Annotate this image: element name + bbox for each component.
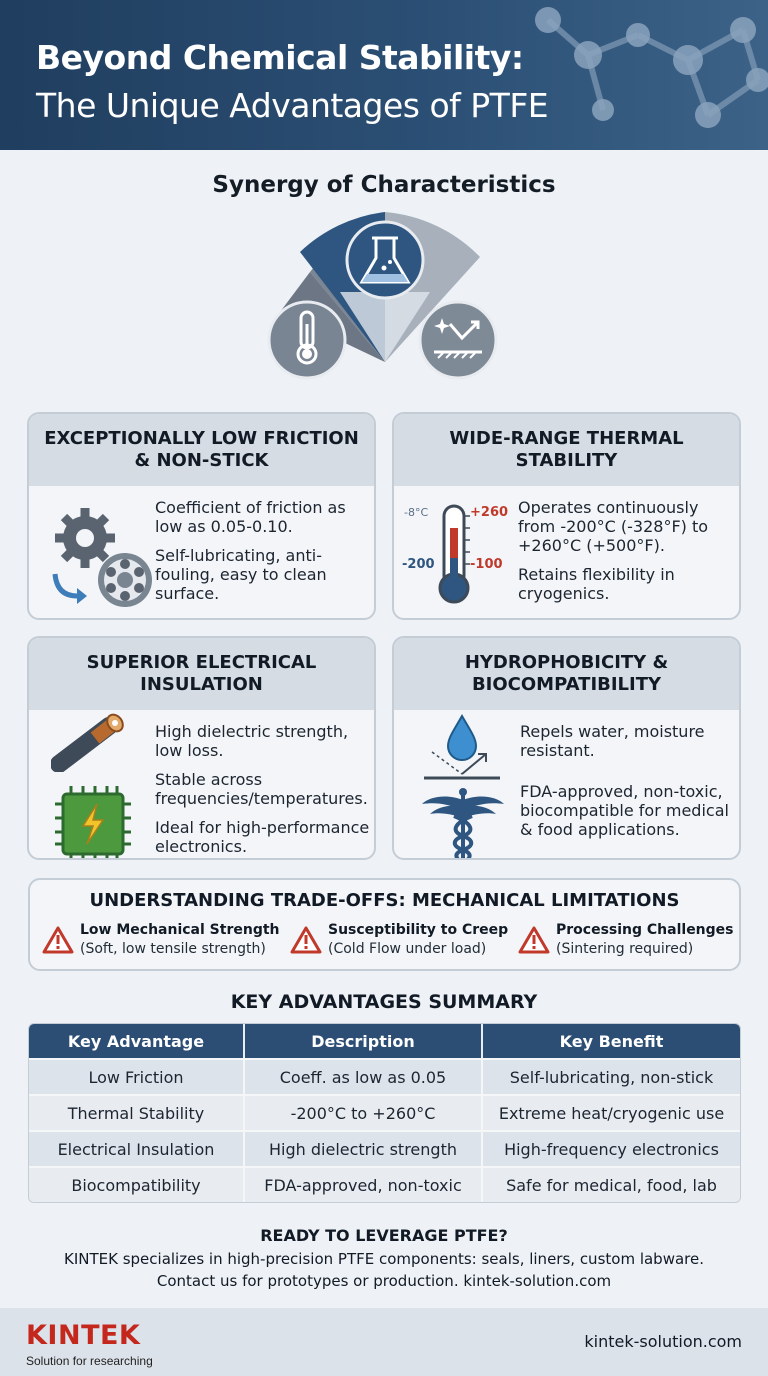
footer [0, 1308, 768, 1376]
table-header-row [29, 1024, 740, 1058]
tradeoff-label: Susceptibility to Creep [328, 922, 509, 938]
cta-text-line2[interactable]: Contact us for prototypes or production. kintek-solution.com [156, 1272, 612, 1290]
column-header: Key Benefit [483, 1024, 740, 1058]
table-cell: -200°C to +260°C [245, 1094, 483, 1130]
table-cell: Electrical Insulation [29, 1130, 245, 1166]
gauge-label: -200 [402, 557, 435, 572]
table-row [29, 1058, 740, 1094]
tradeoffs-panel [28, 878, 741, 971]
table-cell: Safe for medical, food, lab [483, 1166, 740, 1202]
table-row [29, 1166, 740, 1202]
point-text: Ideal for high-performance electronics. [155, 818, 370, 856]
table-cell: Self-lubricating, non-stick [483, 1058, 740, 1094]
tradeoff-label: Processing Challenges [556, 922, 734, 938]
tradeoff-label: Low Mechanical Strength [80, 922, 280, 938]
cta-title: READY TO LEVERAGE PTFE? [260, 1226, 508, 1245]
table-cell: Extreme heat/cryogenic use [483, 1094, 740, 1130]
website-link[interactable]: kintek-solution.com [584, 1332, 742, 1351]
point-text: High dielectric strength, low loss. [155, 722, 349, 760]
kintek-logo[interactable]: KINTEK [26, 1320, 141, 1351]
water-drop-repel-icon [418, 712, 508, 782]
card-points [518, 498, 736, 613]
tradeoff-detail: (Sintering required) [556, 941, 694, 957]
column-header: Key Advantage [29, 1024, 245, 1058]
cta-text-line1: KINTEK specializes in high-precision PTFE components: seals, liners, custom labware. [63, 1250, 704, 1268]
point-text: Retains flexibility in cryogenics. [518, 565, 675, 603]
tradeoffs-title: UNDERSTANDING TRADE-OFFS: MECHANICAL LIMITATIONS [89, 890, 680, 911]
gauge-label: -8°C [404, 506, 429, 519]
table-row [29, 1130, 740, 1166]
summary-title: KEY ADVANTAGES SUMMARY [230, 991, 538, 1013]
table-row [29, 1094, 740, 1130]
table-cell: High-frequency electronics [483, 1130, 740, 1166]
thermometer-gauge-icon [400, 496, 518, 611]
cable-icon [51, 712, 131, 772]
page-title-line1: Beyond Chemical Stability: [36, 38, 524, 77]
page-title-line2: The Unique Advantages of PTFE [36, 86, 549, 125]
header-banner [0, 0, 768, 150]
synergy-title: Synergy of Characteristics [212, 172, 556, 198]
card-hydrophobicity [392, 636, 741, 860]
point-text: Coefficient of friction as low as 0.05-0.10. [155, 498, 346, 536]
card-thermal-stability [392, 412, 741, 620]
card-title: EXCEPTIONALLY LOW FRICTION & NON-STICK [29, 414, 374, 486]
point-text: Operates continuously from -200°C (-328°F) to +260°C (+500°F). [518, 498, 709, 555]
table-cell: Biocompatibility [29, 1166, 245, 1202]
tradeoff-detail: (Cold Flow under load) [328, 941, 487, 957]
thermometer-icon [269, 302, 345, 378]
card-electrical-insulation [27, 636, 376, 860]
logo-tagline: Solution for researching [26, 1354, 153, 1368]
table-cell: High dielectric strength [245, 1130, 483, 1166]
card-title: SUPERIOR ELECTRICAL INSULATION [29, 638, 374, 710]
warning-icon [290, 926, 322, 954]
tradeoff-detail: (Soft, low tensile strength) [80, 941, 266, 957]
point-text: FDA-approved, non-toxic, biocompatible for medical & food applications. [520, 782, 729, 839]
table-cell: Low Friction [29, 1058, 245, 1094]
table-cell: FDA-approved, non-toxic [245, 1166, 483, 1202]
summary-table [28, 1023, 741, 1203]
caduceus-icon [418, 786, 508, 860]
warning-icon [42, 926, 74, 954]
table-cell: Thermal Stability [29, 1094, 245, 1130]
card-low-friction [27, 412, 376, 620]
circuit-chip-icon [51, 782, 135, 860]
gauge-label: -100 [470, 557, 503, 572]
point-text: Stable across frequencies/temperatures. [155, 770, 368, 808]
gears-bearing-icon [47, 504, 162, 614]
card-points [155, 722, 373, 860]
warning-icon [518, 926, 550, 954]
flask-icon [347, 222, 423, 298]
synergy-diagram [250, 212, 520, 392]
card-title: HYDROPHOBICITY & BIOCOMPATIBILITY [394, 638, 739, 710]
low-friction-surface-icon [420, 302, 496, 378]
point-text: Repels water, moisture resistant. [520, 722, 705, 760]
point-text: Self-lubricating, anti-fouling, easy to clean surface. [155, 546, 327, 603]
table-cell: Coeff. as low as 0.05 [245, 1058, 483, 1094]
card-points [155, 498, 370, 613]
card-points [520, 722, 738, 849]
column-header: Description [245, 1024, 483, 1058]
card-title: WIDE-RANGE THERMAL STABILITY [394, 414, 739, 486]
gauge-label: +260 [470, 505, 509, 520]
